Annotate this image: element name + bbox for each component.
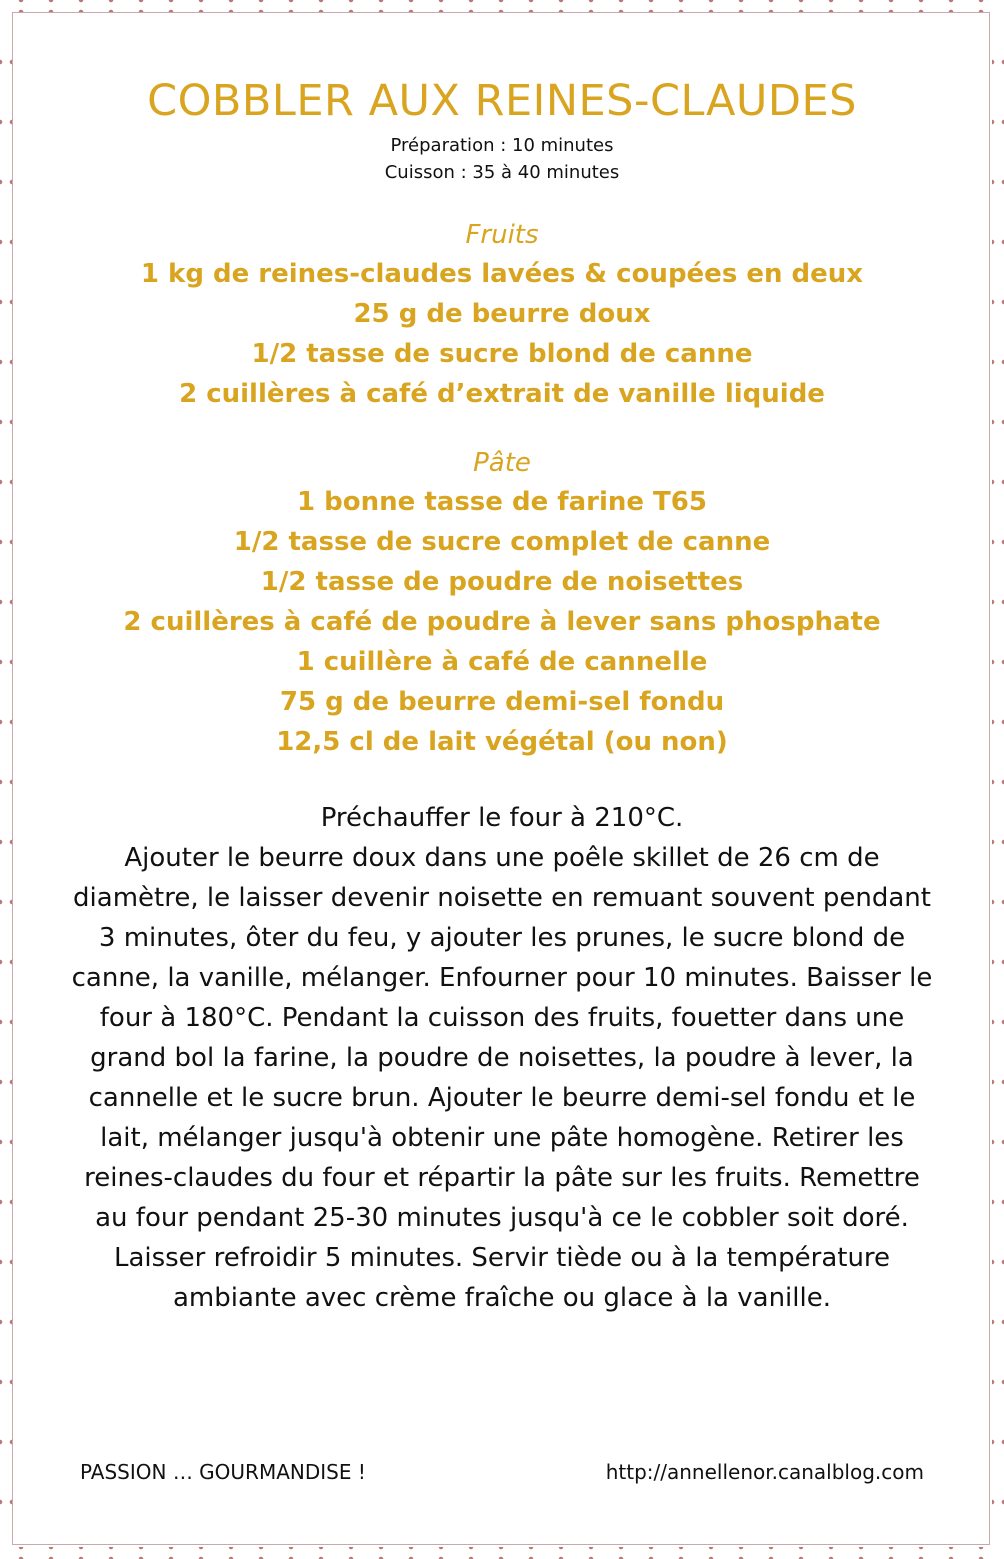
ingredient-item: 1/2 tasse de poudre de noisettes (260, 567, 744, 597)
decorative-border-top (0, 0, 1004, 12)
recipe-card (60, 70, 944, 1318)
ingredient-item: 2 cuillères à café de poudre à lever sans phosphate (123, 607, 881, 637)
footer-tagline: PASSION … GOURMANDISE ! (80, 1460, 366, 1484)
ingredient-item: 1 kg de reines-claudes lavées & coupées en deux (140, 259, 864, 289)
preparation-time: Préparation : 10 minutes (390, 135, 614, 156)
ingredient-item: 1 bonne tasse de farine T65 (297, 487, 707, 517)
pate-section (60, 444, 944, 762)
ingredient-item: 1/2 tasse de sucre blond de canne (251, 339, 753, 369)
decorative-border-right (992, 12, 1004, 1547)
recipe-times (60, 132, 944, 186)
pate-heading: Pâte (473, 448, 531, 478)
cooking-time: Cuisson : 35 à 40 minutes (384, 162, 620, 183)
method-step: Préchauffer le four à 210°C. (320, 803, 684, 833)
footer (80, 1460, 924, 1484)
ingredient-item: 75 g de beurre demi-sel fondu (279, 687, 725, 717)
ingredient-item: 12,5 cl de lait végétal (ou non) (276, 727, 728, 757)
fruits-section (60, 216, 944, 414)
recipe-title: COBBLER AUX REINES-CLAUDES (147, 76, 857, 126)
ingredient-item: 25 g de beurre doux (353, 299, 651, 329)
ingredient-item: 1 cuillère à café de cannelle (296, 647, 708, 677)
method-step: Laisser refroidir 5 minutes. Servir tiède ou à la température ambiante avec crème fraîche ou glace à la vanille. (113, 1243, 891, 1313)
decorative-border-bottom (0, 1547, 1004, 1559)
ingredient-item: 1/2 tasse de sucre complet de canne (233, 527, 771, 557)
decorative-border-left (0, 12, 12, 1547)
method-text (60, 798, 944, 1318)
ingredient-item: 2 cuillères à café d’extrait de vanille liquide (179, 379, 825, 409)
fruits-heading: Fruits (465, 220, 539, 250)
method-step: Ajouter le beurre doux dans une poêle skillet de 26 cm de diamètre, le laisser devenir noisette en remuant souvent pendant 3 minutes, ôter du feu, y ajouter les prunes, le sucre blond de canne, la vanille, mélanger. Enfourner pour 10 minutes. Baisser le four à 180°C. Pendant la cuisson des fruits, fouetter dans une grand bol la farine, la poudre de noisettes, la poudre à lever, la cannelle et le sucre brun. Ajouter le beurre demi-sel fondu et le lait, mélanger jusqu'à obtenir une pâte homogène. Retirer les reines-claudes du four et répartir la pâte sur les fruits. Remettre au four pendant 25-30 minutes jusqu'à ce le cobbler soit doré. (71, 843, 933, 1233)
footer-url[interactable]: http://annellenor.canalblog.com (605, 1460, 924, 1484)
